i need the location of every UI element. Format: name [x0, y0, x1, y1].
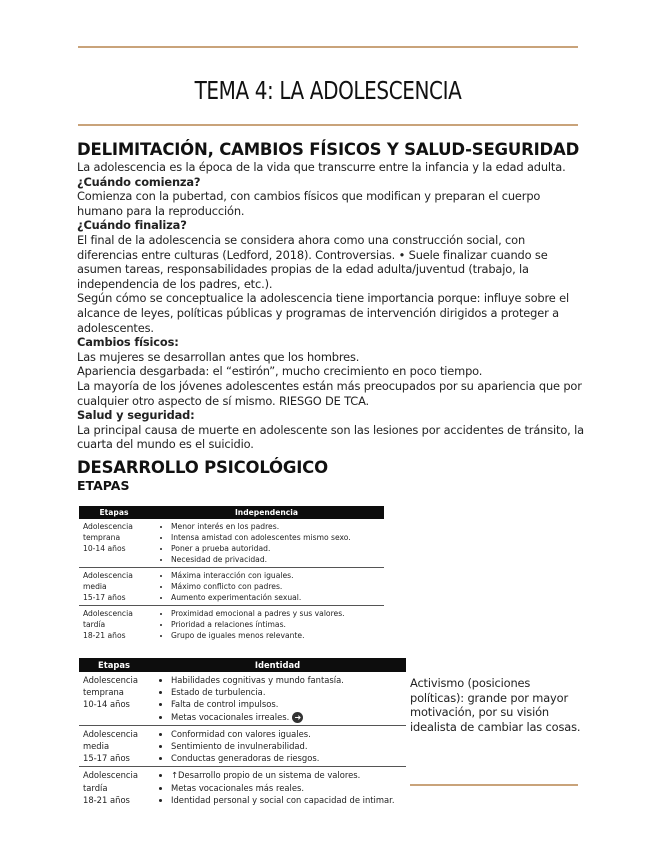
info-icon[interactable]: ➜: [292, 712, 303, 723]
items-cell: [149, 672, 406, 725]
list-item: • Máxima interacción con iguales.: [171, 570, 380, 581]
list-item: • Conformidad con valores iguales.: [171, 728, 402, 740]
list-item: • Necesidad de privacidad.: [171, 554, 380, 565]
list-item: • Estado de turbulencia.: [171, 686, 402, 698]
page-title: TEMA 4: LA ADOLESCENCIA: [194, 76, 462, 105]
items-cell: [149, 568, 384, 606]
items-cell: [149, 519, 384, 568]
stage-cell: Adolescencia temprana 10-14 años: [79, 519, 149, 568]
physical-change-2: Apariencia desgarbada: el “estirón”, mucho crecimiento en poco tiempo.: [77, 364, 483, 379]
answer-start: Comienza con la pubertad, con cambios físicos que modifican y preparan el cuerpo humano para la reproducción.: [77, 189, 541, 218]
list-item: • Poner a prueba autoridad.: [171, 543, 380, 554]
items-cell: [149, 767, 406, 808]
list-item: • Habilidades cognitivas y mundo fantasía.: [171, 674, 402, 686]
list-item: • Identidad personal y social con capacidad de intimar.: [171, 794, 402, 806]
physical-changes-heading: Cambios físicos:: [77, 335, 179, 350]
answer-end-importance: Según cómo se conceptualice la adolescencia tiene importancia porque: influye sobre el alcance de leyes, políticas públicas y programas de intervención dirigidos a proteger a adolescentes.: [77, 291, 569, 335]
table-row: [79, 767, 406, 808]
stages-subheading: ETAPAS: [77, 477, 130, 493]
list-item: • Intensa amistad con adolescentes mismo sexo.: [171, 532, 380, 543]
bottom-divider: [410, 784, 578, 786]
table1-header-independence: Independencia: [149, 506, 384, 519]
section1-heading: DELIMITACIÓN, CAMBIOS FÍSICOS Y SALUD-SEGURIDAD: [77, 140, 580, 159]
table-row: [79, 519, 384, 568]
question-end: ¿Cuándo finaliza?: [77, 218, 187, 233]
list-item: • Aumento experimentación sexual.: [171, 592, 380, 603]
question-start: ¿Cuándo comienza?: [77, 174, 201, 189]
list-item: • Prioridad a relaciones íntimas.: [171, 619, 380, 630]
stage-cell: Adolescencia temprana 10-14 años: [79, 672, 149, 725]
list-item: • Falta de control impulsos.: [171, 698, 402, 710]
items-cell: [149, 606, 384, 644]
title-divider: [78, 124, 578, 126]
health-safety-text: La principal causa de muerte en adolescente son las lesiones por accidentes de tránsito, la cuarta del mundo es el suicidio.: [77, 422, 584, 452]
list-item: • Grupo de iguales menos relevante.: [171, 630, 380, 641]
answer-end: El final de la adolescencia se considera ahora como una construcción social, con diferencias entre culturas (Ledford, 2018). Controversias. • Suele finalizar cuando se asumen tareas, responsabilidades propias de la edad adulta/juventud (trabajo, la independencia de los padres, etc.).: [77, 232, 548, 291]
identity-table: [79, 658, 406, 808]
table1-header-stages: Etapas: [79, 506, 149, 519]
independence-table: [79, 506, 384, 643]
table-row: [79, 568, 384, 606]
document-body: [77, 140, 587, 494]
stage-cell: Adolescencia tardía 18-21 años: [83, 609, 133, 640]
stage-cell: Adolescencia media 15-17 años: [79, 725, 149, 767]
table-row: [79, 725, 406, 767]
table-row: [79, 672, 406, 725]
top-divider: [78, 46, 578, 48]
table2-header-identity: Identidad: [149, 658, 406, 672]
table2-header-stages: Etapas: [79, 658, 149, 672]
section2-heading: DESARROLLO PSICOLÓGICO: [77, 457, 328, 477]
list-item: • Menor interés en los padres.: [171, 521, 380, 532]
list-item: • Sentimiento de invulnerabilidad.: [171, 740, 402, 752]
list-item: • Conductas generadoras de riesgos.: [171, 752, 402, 764]
intro-paragraph: La adolescencia es la época de la vida que transcurre entre la infancia y la edad adulta.: [77, 160, 566, 174]
health-safety-heading: Salud y seguridad:: [77, 408, 195, 423]
list-item-with-icon: • Metas vocacionales irreales. ➜: [171, 711, 402, 723]
list-item: • Metas vocacionales más reales.: [171, 782, 402, 794]
physical-change-1: Las mujeres se desarrollan antes que los hombres.: [77, 349, 360, 364]
stage-cell: Adolescencia media 15-17 años: [79, 568, 149, 606]
physical-change-3: La mayoría de los jóvenes adolescentes están más preocupados por su apariencia que por cualquier otro aspecto de sí mismo. RIESGO DE TCA.: [77, 378, 582, 408]
stage-cell: Adolescencia tardía 18-21 años: [83, 770, 138, 805]
list-item: • Máximo conflicto con padres.: [171, 581, 380, 592]
list-item: • ↑Desarrollo propio de un sistema de valores.: [171, 769, 402, 781]
side-note: Activismo (posiciones políticas): grande por mayor motivación, por su visión idealista de cambiar las cosas.: [410, 676, 581, 734]
items-cell: [149, 725, 406, 767]
list-item: • Proximidad emocional a padres y sus valores.: [171, 608, 380, 619]
table-row: [79, 606, 384, 644]
